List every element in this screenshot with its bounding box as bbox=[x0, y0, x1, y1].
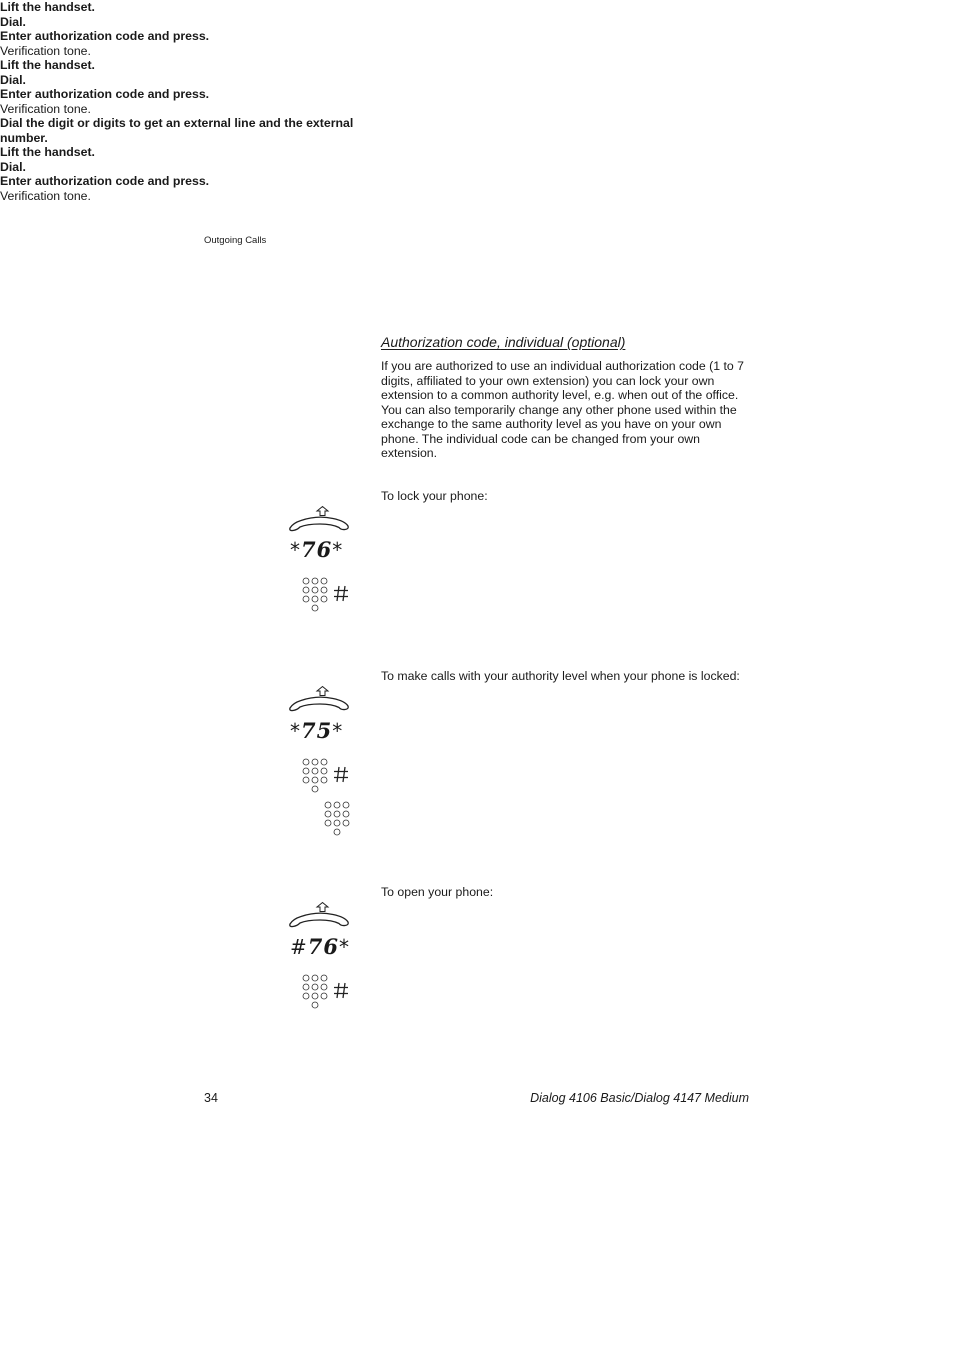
open-lead: To open your phone: bbox=[381, 885, 494, 899]
lock-lead: To lock your phone: bbox=[381, 489, 488, 503]
locked-calls-step-enter: Enter authorization code and press. bbox=[0, 87, 210, 101]
locked-calls-step-external: Dial the digit or digits to get an external line and the external number. bbox=[0, 116, 354, 145]
locked-calls-lead: To make calls with your authority level when your phone is locked: bbox=[381, 669, 740, 683]
open-step-dial: Dial. bbox=[0, 159, 26, 174]
running-head: Outgoing Calls bbox=[204, 235, 267, 246]
page-number: 34 bbox=[204, 1091, 218, 1105]
code-suffix: * bbox=[339, 935, 350, 959]
code-suffix: * bbox=[332, 538, 344, 562]
code-digits: 75 bbox=[301, 718, 333, 743]
product-name: Dialog 4106 Basic/Dialog 4147 Medium bbox=[530, 1091, 749, 1105]
lock-step-tone: Verification tone. bbox=[0, 43, 91, 58]
section-title: Authorization code, individual (optional) bbox=[381, 334, 626, 350]
open-step-tone: Verification tone. bbox=[0, 188, 91, 203]
code-prefix: # bbox=[290, 935, 308, 959]
hash-key-icon bbox=[333, 585, 349, 602]
lift-handset-icon bbox=[287, 685, 351, 713]
keypad-icon bbox=[302, 757, 328, 794]
code-digits: 76 bbox=[307, 934, 339, 959]
open-dial-code bbox=[290, 934, 350, 959]
keypad-icon bbox=[302, 973, 328, 1010]
code-digits: 76 bbox=[301, 537, 333, 562]
keypad-icon bbox=[302, 576, 328, 613]
hash-key-icon bbox=[333, 982, 349, 999]
code-prefix: * bbox=[290, 538, 301, 562]
lift-handset-icon bbox=[287, 505, 351, 533]
locked-calls-step-lift: Lift the handset. bbox=[0, 58, 95, 72]
open-step-lift: Lift the handset. bbox=[0, 145, 95, 159]
code-prefix: * bbox=[290, 719, 301, 743]
lock-step-lift: Lift the handset. bbox=[0, 0, 95, 14]
keypad-icon bbox=[324, 800, 350, 837]
lock-step-enter: Enter authorization code and press. bbox=[0, 29, 210, 43]
hash-key-icon bbox=[333, 766, 349, 783]
lock-dial-code bbox=[290, 537, 343, 562]
locked-calls-dial-code bbox=[290, 718, 343, 743]
locked-calls-step-dial: Dial. bbox=[0, 72, 26, 87]
locked-calls-step-tone: Verification tone. bbox=[0, 101, 91, 116]
code-suffix: * bbox=[332, 719, 344, 743]
lift-handset-icon bbox=[287, 901, 351, 929]
open-step-enter: Enter authorization code and press. bbox=[0, 174, 210, 188]
section-intro: If you are authorized to use an individual authorization code (1 to 7 digits, affiliated to your own extension) you can lock your own extension to a common authority level, e.g. when out of the office. You can also temporarily change any other phone used within the exchange to the same authority level as you have on your own phone. The individual code can be changed from your own extension. bbox=[381, 359, 744, 460]
lock-step-dial: Dial. bbox=[0, 14, 26, 29]
